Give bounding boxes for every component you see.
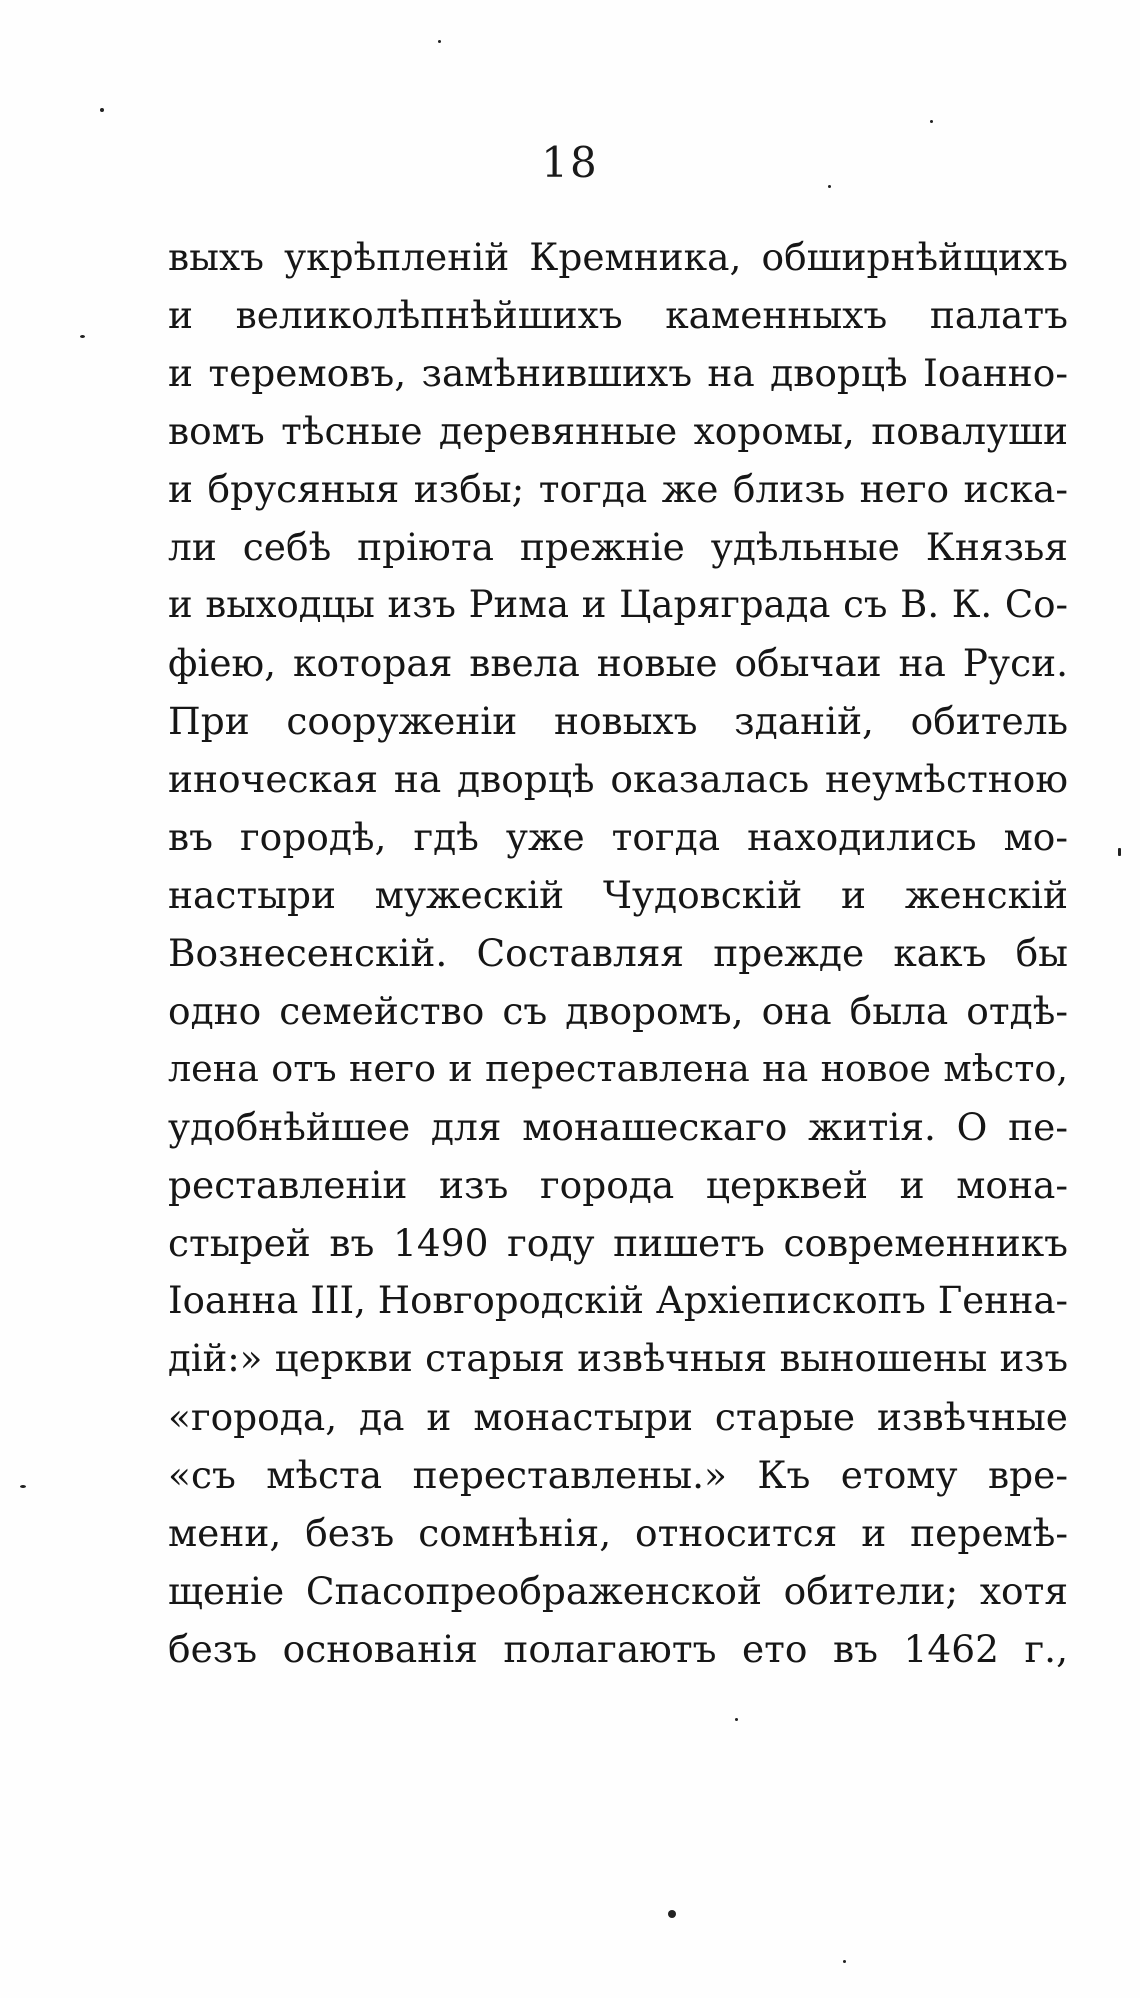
text-line: фіею, которая ввела новые обычаи на Руси. [168, 641, 1068, 685]
text-line: щеніе Спасопреображенской обители; хотя [168, 1569, 1068, 1613]
scan-speck [828, 185, 831, 188]
text-line: «города, да и монастыри старые извѣчные [168, 1395, 1068, 1439]
scan-speck [843, 1960, 846, 1963]
scan-speck [80, 335, 85, 338]
text-line: вомъ тѣсные деревянные хоромы, повалуши [168, 409, 1068, 453]
text-line: мени, безъ сомнѣнія, относится и перемѣ- [168, 1511, 1068, 1555]
scan-speck [930, 120, 933, 123]
page-number: 18 [541, 138, 599, 187]
scan-speck [20, 1485, 26, 1488]
text-line: ли себѣ пріюта прежніе удѣльные Князья [168, 525, 1068, 569]
text-line: реставленіи изъ города церквей и мона- [168, 1163, 1068, 1207]
scan-speck [100, 108, 104, 112]
text-line: безъ основанія полагаютъ ето въ 1462 г., [168, 1627, 1068, 1671]
text-line: настыри мужескій Чудовскій и женскій [168, 873, 1068, 917]
text-line: и выходцы изъ Рима и Царяграда съ В. К. Со- [168, 583, 1068, 626]
text-line: выхъ укрѣпленій Кремника, обширнѣйщихъ [168, 235, 1068, 279]
scan-speck [735, 1718, 738, 1721]
scan-speck [1118, 848, 1121, 856]
text-line: иноческая на дворцѣ оказалась неумѣстною [168, 757, 1068, 801]
text-line: и брусяныя избы; тогда же близь него иска- [168, 467, 1068, 511]
text-line: одно семейство съ дворомъ, она была отдѣ- [168, 989, 1068, 1033]
text-line: лена отъ него и переставлена на новое мѣсто, [168, 1047, 1068, 1090]
text-line: стырей въ 1490 году пишетъ современникъ [168, 1221, 1068, 1265]
text-line: и великолѣпнѣйшихъ каменныхъ палатъ [168, 293, 1068, 337]
text-line: дій:» церкви старыя извѣчныя выношены изъ [168, 1337, 1068, 1380]
scan-speck [668, 1910, 676, 1918]
text-line: и теремовъ, замѣнившихъ на дворцѣ Іоанно- [168, 351, 1068, 395]
text-line: Іоанна III, Новгородскій Архіепископъ Генна- [168, 1279, 1068, 1322]
text-line: Вознесенскій. Составляя прежде какъ бы [168, 931, 1068, 975]
body-text [168, 228, 1068, 1678]
text-line: «съ мѣста переставлены.» Къ етому вре- [168, 1453, 1068, 1497]
text-line: въ городѣ, гдѣ уже тогда находились мо- [168, 815, 1068, 859]
scan-speck [438, 40, 441, 43]
text-line: При сооруженіи новыхъ зданій, обитель [168, 699, 1068, 743]
text-line: удобнѣйшее для монашескаго житія. О пе- [168, 1105, 1068, 1149]
